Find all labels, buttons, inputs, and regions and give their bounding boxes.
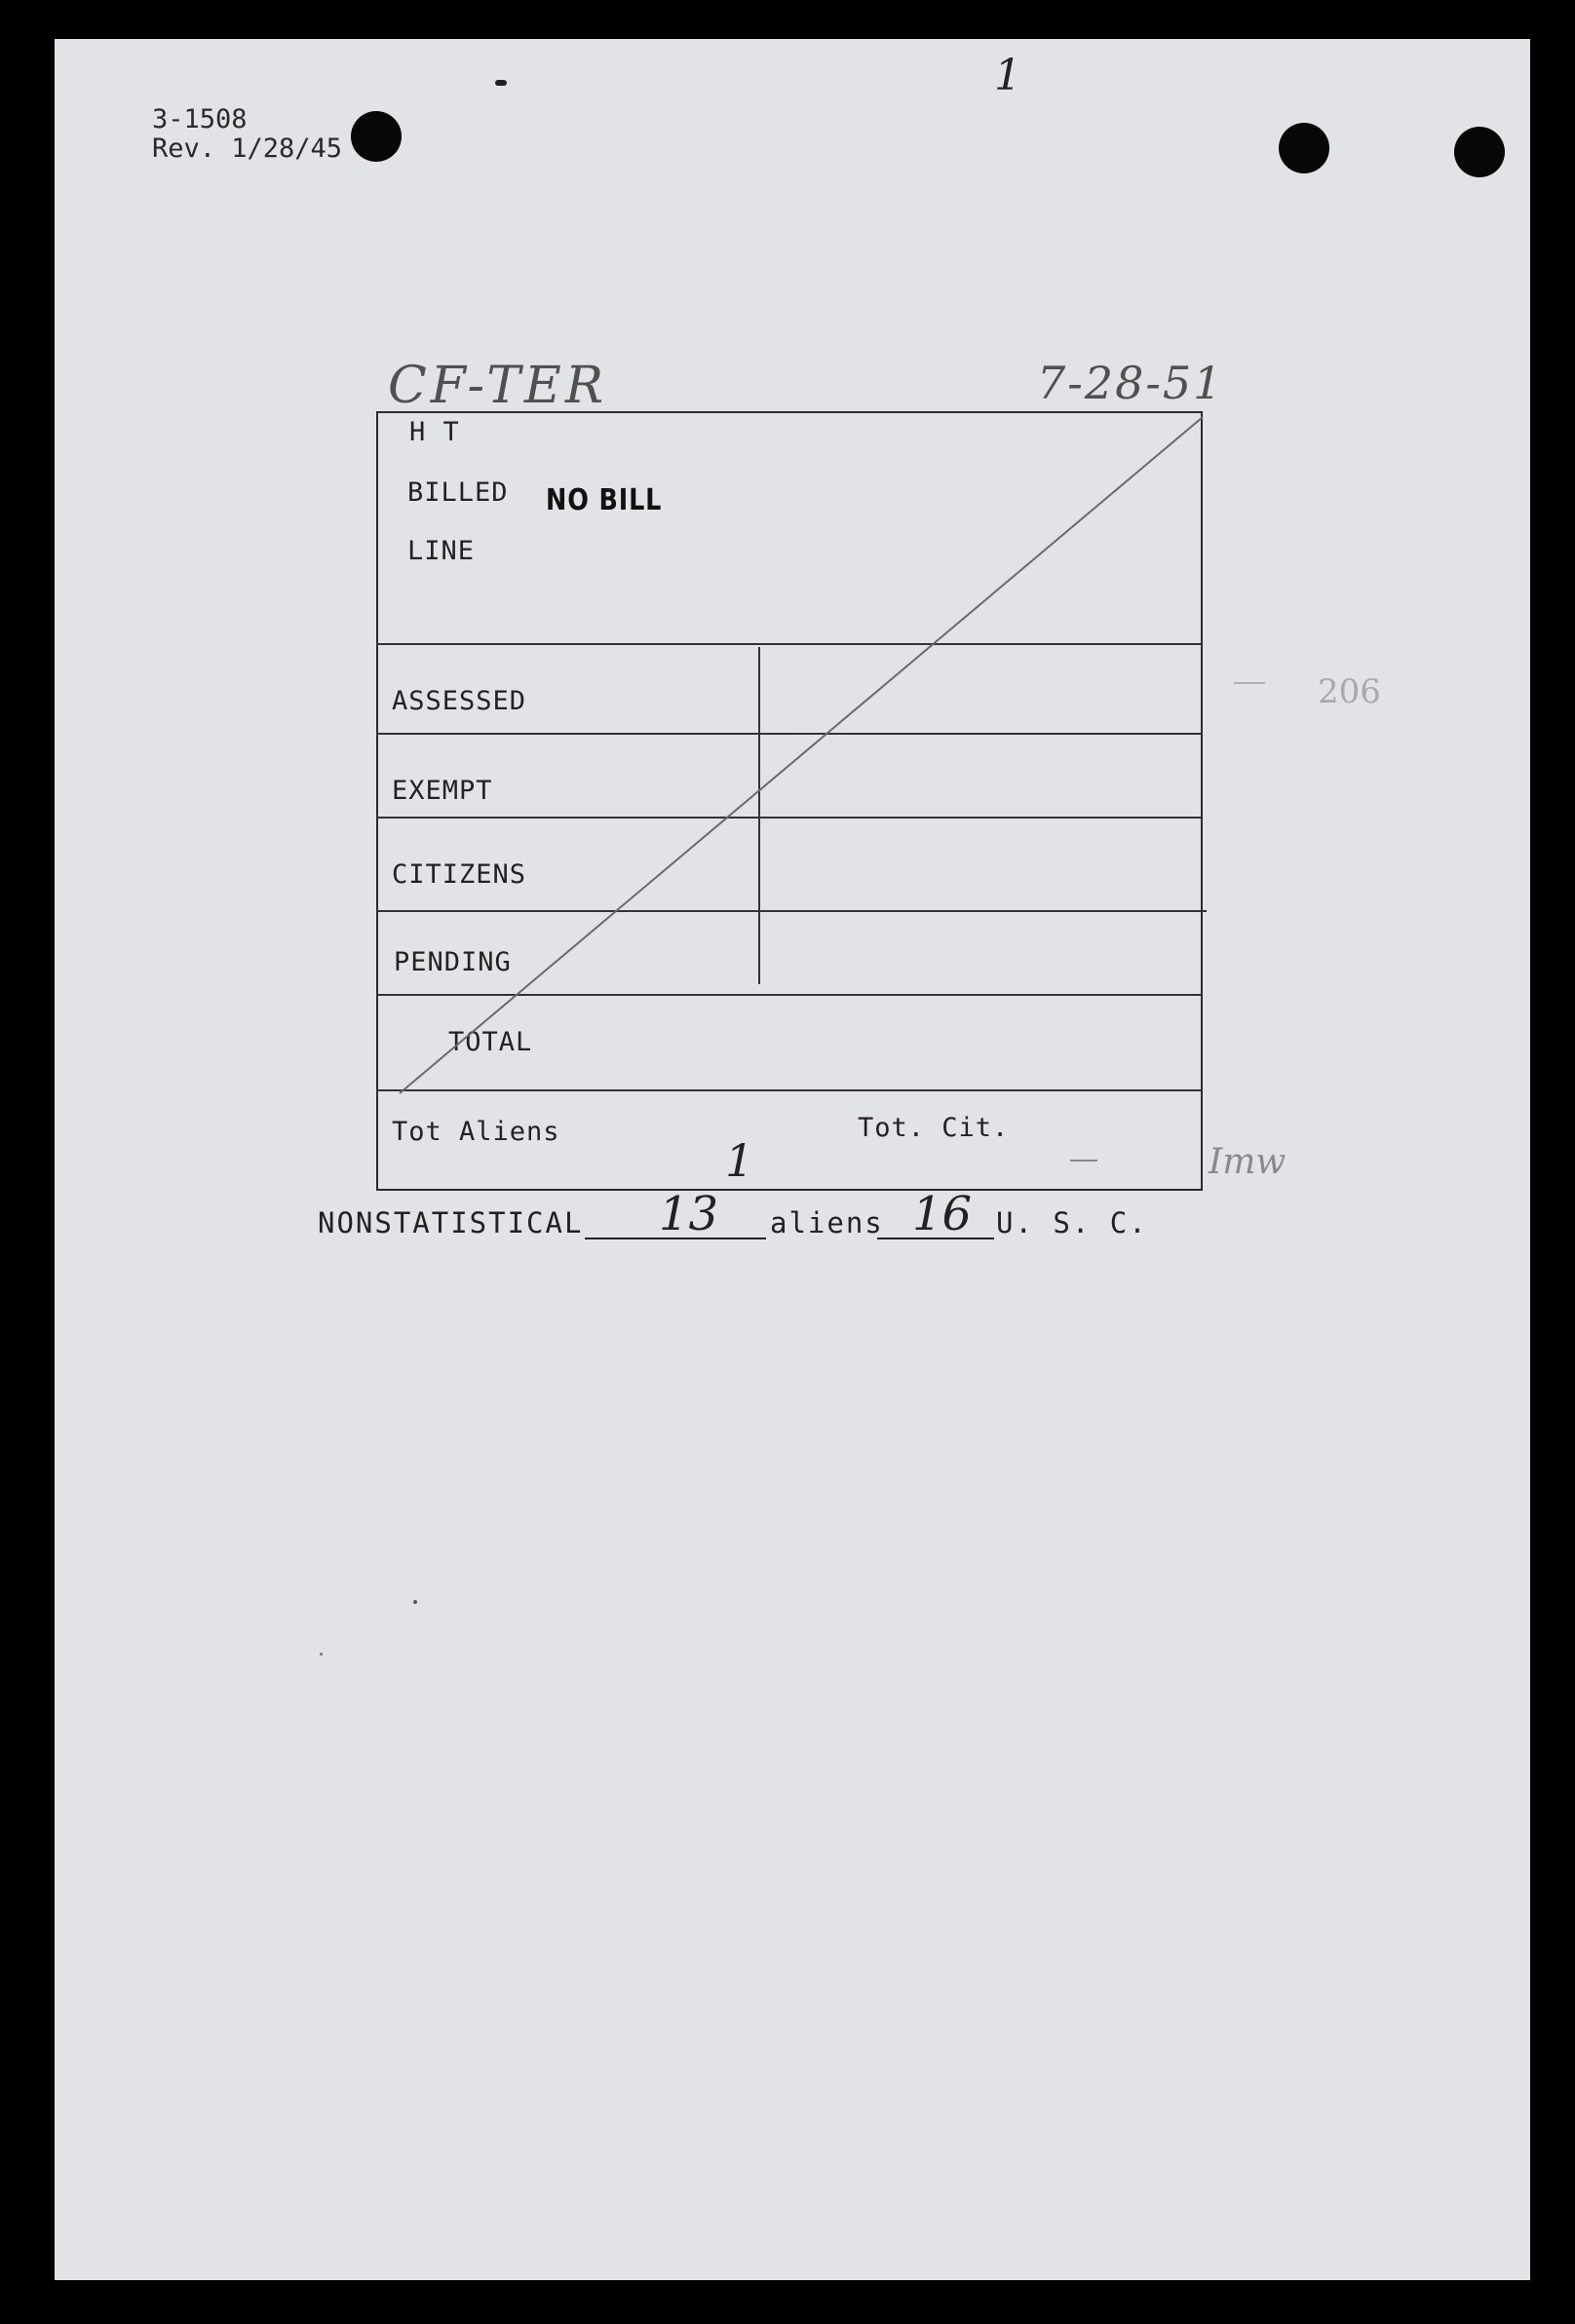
handwritten-initials: Imw	[1209, 1142, 1287, 1182]
usc-count: 16	[912, 1187, 973, 1241]
label-citizens: CITIZENS	[392, 859, 527, 890]
label-ht: H T	[409, 417, 460, 447]
handwritten-office-code: CF-TER	[388, 357, 608, 415]
top-tick-mark: 1	[994, 51, 1021, 100]
label-usc: U. S. C.	[996, 1206, 1148, 1239]
label-line: LINE	[407, 536, 476, 566]
form-revision: Rev. 1/28/45	[152, 133, 343, 164]
label-tot-aliens: Tot Aliens	[392, 1117, 560, 1147]
label-tot-cit: Tot. Cit.	[858, 1113, 1010, 1143]
label-pending: PENDING	[394, 947, 512, 977]
form-number: 3-1508	[152, 104, 248, 134]
aliens-count: 13	[659, 1187, 719, 1241]
label-billed: BILLED	[407, 477, 509, 508]
tot-aliens-value: 1	[725, 1134, 754, 1187]
label-nonstatistical: NONSTATISTICAL	[318, 1206, 584, 1239]
label-exempt: EXEMPT	[392, 776, 493, 806]
label-aliens: aliens	[770, 1206, 884, 1239]
stray-dot	[320, 1653, 323, 1656]
label-total: TOTAL	[448, 1027, 533, 1057]
faint-page-number: 206	[1318, 672, 1381, 711]
no-bill-stamp: NO BILL	[546, 483, 663, 517]
handwritten-date: 7-28-51	[1037, 357, 1224, 409]
label-assessed: ASSESSED	[392, 686, 527, 716]
stray-dot	[413, 1600, 417, 1604]
